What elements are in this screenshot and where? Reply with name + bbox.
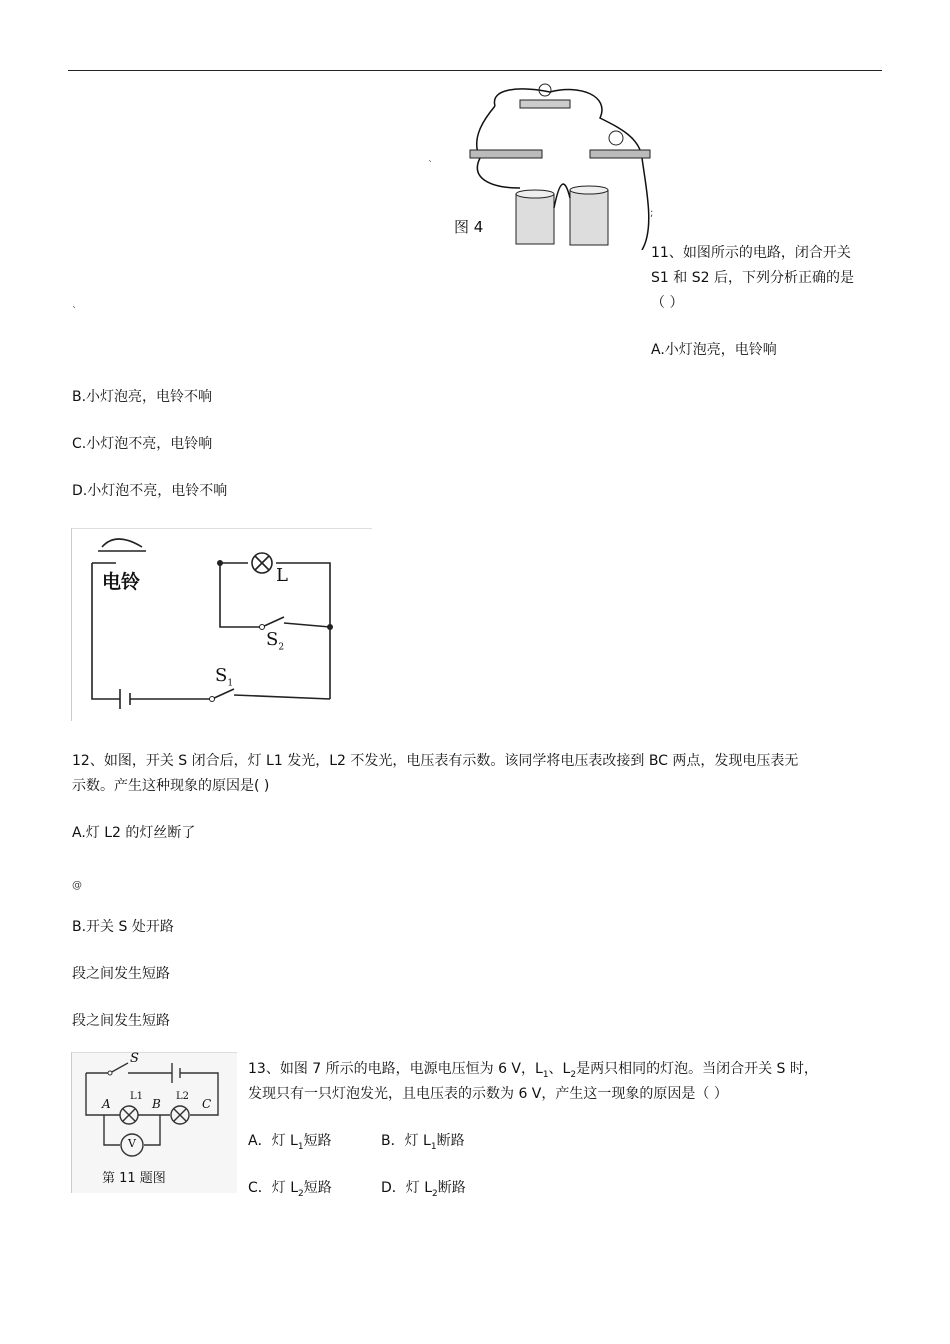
q13-option-d: D．灯 $L_2$断路	[381, 1180, 466, 1199]
q13-option-b: B．灯 $L_1$断路	[381, 1133, 465, 1152]
q11-option-a: A.小灯泡亮，电铃响	[651, 342, 777, 358]
q13-stem-line-1: 13、如图 7 所示的电路，电源电压恒为 6 V，$L_1$、$L_2$是两只相同的灯泡。当闭合开关 S 时，	[248, 1061, 818, 1080]
q11-circuit-diagram	[71, 528, 372, 721]
q12-option-c: 段之间发生短路	[72, 966, 170, 982]
q12-stray-mark: @	[72, 880, 82, 891]
q11-figure-photo	[450, 78, 660, 250]
q11-option-c: C.小灯泡不亮，电铃响	[72, 436, 213, 452]
q11-option-b: B.小灯泡亮，电铃不响	[72, 389, 213, 405]
q13-label-a: A	[102, 1097, 111, 1111]
q12-option-d: 段之间发生短路	[72, 1013, 170, 1029]
s1-label: $S_1$	[215, 665, 234, 689]
q11-figure-label: 图 4	[454, 218, 484, 236]
q11-option-d: D.小灯泡不亮，电铃不响	[72, 483, 228, 499]
header-rule	[68, 70, 882, 71]
s2-label: $S_2$	[266, 629, 285, 653]
q13-option-a: A．灯 $L_1$短路	[248, 1133, 332, 1152]
stray-mark: ;	[650, 208, 654, 219]
q13-figure-caption: 第 11 题图	[102, 1171, 166, 1186]
q13-label-b: B	[152, 1097, 161, 1111]
q13-option-c: C．灯 $L_2$短路	[248, 1180, 332, 1199]
q13-label-v: V	[128, 1137, 136, 1150]
q13-circuit-diagram	[71, 1052, 237, 1193]
q13-label-s: S	[130, 1051, 139, 1066]
q11-circuit-svg	[72, 529, 372, 721]
stray-mark: `	[72, 306, 77, 317]
q12-stem-line: 示数。产生这种现象的原因是( )	[72, 778, 270, 794]
q12-stem-line: 12、如图，开关 S 闭合后，灯 L1 发光，L2 不发光，电压表有示数。该同学将电压表改接到 BC 两点，发现电压表无	[72, 753, 799, 769]
q13-stem-line-2: 发现只有一只灯泡发光，且电压表的示数为 6 V，产生这一现象的原因是（ ）	[248, 1086, 728, 1102]
q13-label-c: C	[202, 1097, 212, 1111]
q11-stem-line: S1 和 S2 后，下列分析正确的是	[651, 270, 854, 286]
q13-label-l2: L2	[176, 1091, 190, 1102]
lamp-label: L	[276, 565, 288, 586]
stray-mark: `	[428, 160, 433, 171]
q13-label-l1: L1	[130, 1091, 144, 1102]
q11-stem-line: （ ）	[651, 295, 684, 311]
bell-label: 电铃	[102, 571, 141, 593]
q12-option-b: B.开关 S 处开路	[72, 919, 174, 935]
q12-option-a: A.灯 L2 的灯丝断了	[72, 825, 196, 841]
q11-stem-line: 11、如图所示的电路，闭合开关	[651, 245, 851, 261]
